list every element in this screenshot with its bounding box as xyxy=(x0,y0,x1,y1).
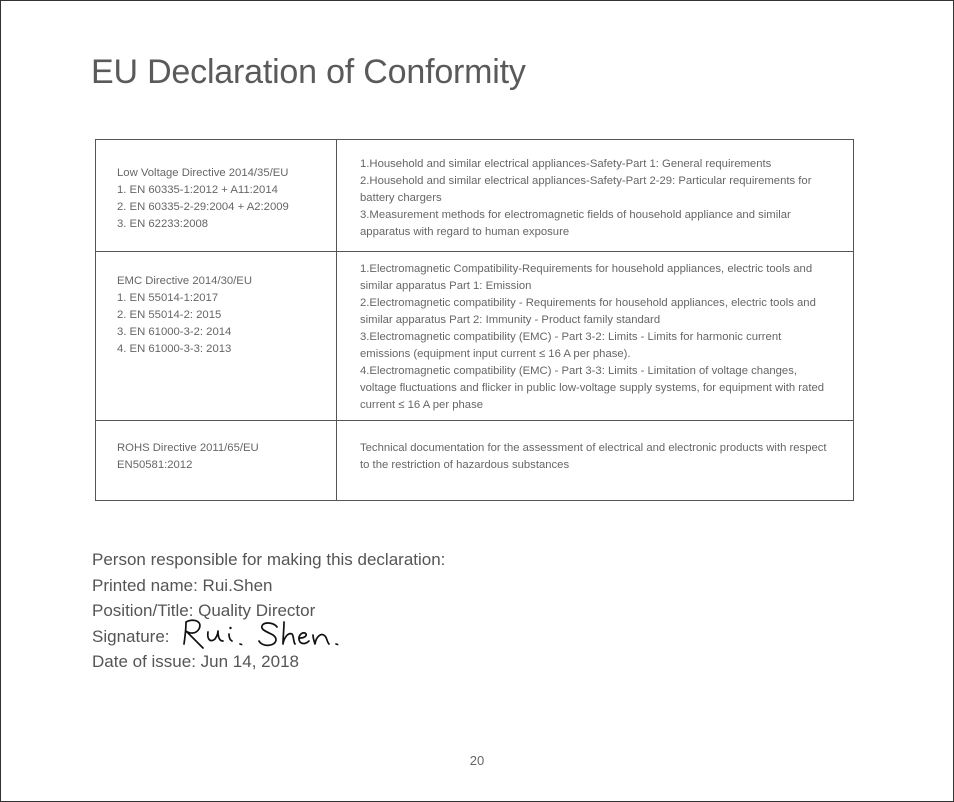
description-paragraph: 2.Household and similar electrical appliances-Safety-Part 2-29: Particular requirements for battery chargers xyxy=(360,175,812,204)
standard-item: 2. EN 60335-2-29:2004 + A2:2009 xyxy=(117,201,289,213)
table-row xyxy=(96,252,854,421)
directive-name: Low Voltage Directive 2014/35/EU xyxy=(117,167,289,179)
standard-item: 1. EN 60335-1:2012 + A11:2014 xyxy=(117,184,278,196)
description-cell xyxy=(337,140,854,252)
description-paragraph: Technical documentation for the assessment of electrical and electronic products with respect to the restriction of hazardous substances xyxy=(360,442,827,471)
date-of-issue: Date of issue: Jun 14, 2018 xyxy=(92,652,299,671)
standard-item: 3. EN 61000-3-2: 2014 xyxy=(117,326,232,338)
declaration-block xyxy=(92,547,445,675)
page-title: EU Declaration of Conformity xyxy=(91,53,526,91)
description-paragraph: 4.Electromagnetic compatibility (EMC) - Part 3-3: Limits - Limitation of voltage changes, voltage fluctuations and flicker in public low-voltage supply systems, for equipment with rated current ≤ 16 A per phase xyxy=(360,365,825,411)
page-number: 20 xyxy=(469,753,485,768)
standard-item: 2. EN 55014-2: 2015 xyxy=(117,309,222,321)
directive-name: ROHS Directive 2011/65/EU xyxy=(117,442,259,454)
printed-name: Printed name: Rui.Shen xyxy=(92,575,273,595)
description-cell xyxy=(337,421,854,501)
directive-cell xyxy=(96,252,337,421)
table-row xyxy=(96,140,854,252)
position-title: Position/Title: Quality Director xyxy=(92,601,316,620)
directive-cell xyxy=(96,140,337,252)
description-paragraph: 1.Household and similar electrical appliances-Safety-Part 1: General requirements xyxy=(360,158,772,170)
signature-label: Signature: xyxy=(92,626,170,646)
description-paragraph: 3.Measurement methods for electromagnetic fields of household appliance and similar apparatus with regard to human exposure xyxy=(360,209,791,238)
table-row xyxy=(96,421,854,501)
standard-item: 1. EN 55014-1:2017 xyxy=(117,292,219,304)
directive-name: EMC Directive 2014/30/EU xyxy=(117,275,252,287)
standard-item: EN50581:2012 xyxy=(117,459,193,471)
responsible-label: Person responsible for making this declaration: xyxy=(92,550,446,569)
handwritten-signature xyxy=(180,617,348,653)
standard-item: 3. EN 62233:2008 xyxy=(117,218,209,230)
description-cell xyxy=(337,252,854,421)
directive-cell xyxy=(96,421,337,501)
conformity-table xyxy=(95,139,854,501)
signature-row xyxy=(92,624,445,650)
description-paragraph: 1.Electromagnetic Compatibility-Requirements for household appliances, electric tools and similar apparatus Part 1: Emission xyxy=(360,263,813,292)
description-paragraph: 2.Electromagnetic compatibility - Requirements for household appliances, electric tools and similar apparatus Part 2: Immunity - Product family standard xyxy=(360,297,816,326)
description-paragraph: 3.Electromagnetic compatibility (EMC) - Part 3-2: Limits - Limits for harmonic current emissions (equipment input current ≤ 16 A per phase). xyxy=(360,331,782,360)
standard-item: 4. EN 61000-3-3: 2013 xyxy=(117,343,232,355)
